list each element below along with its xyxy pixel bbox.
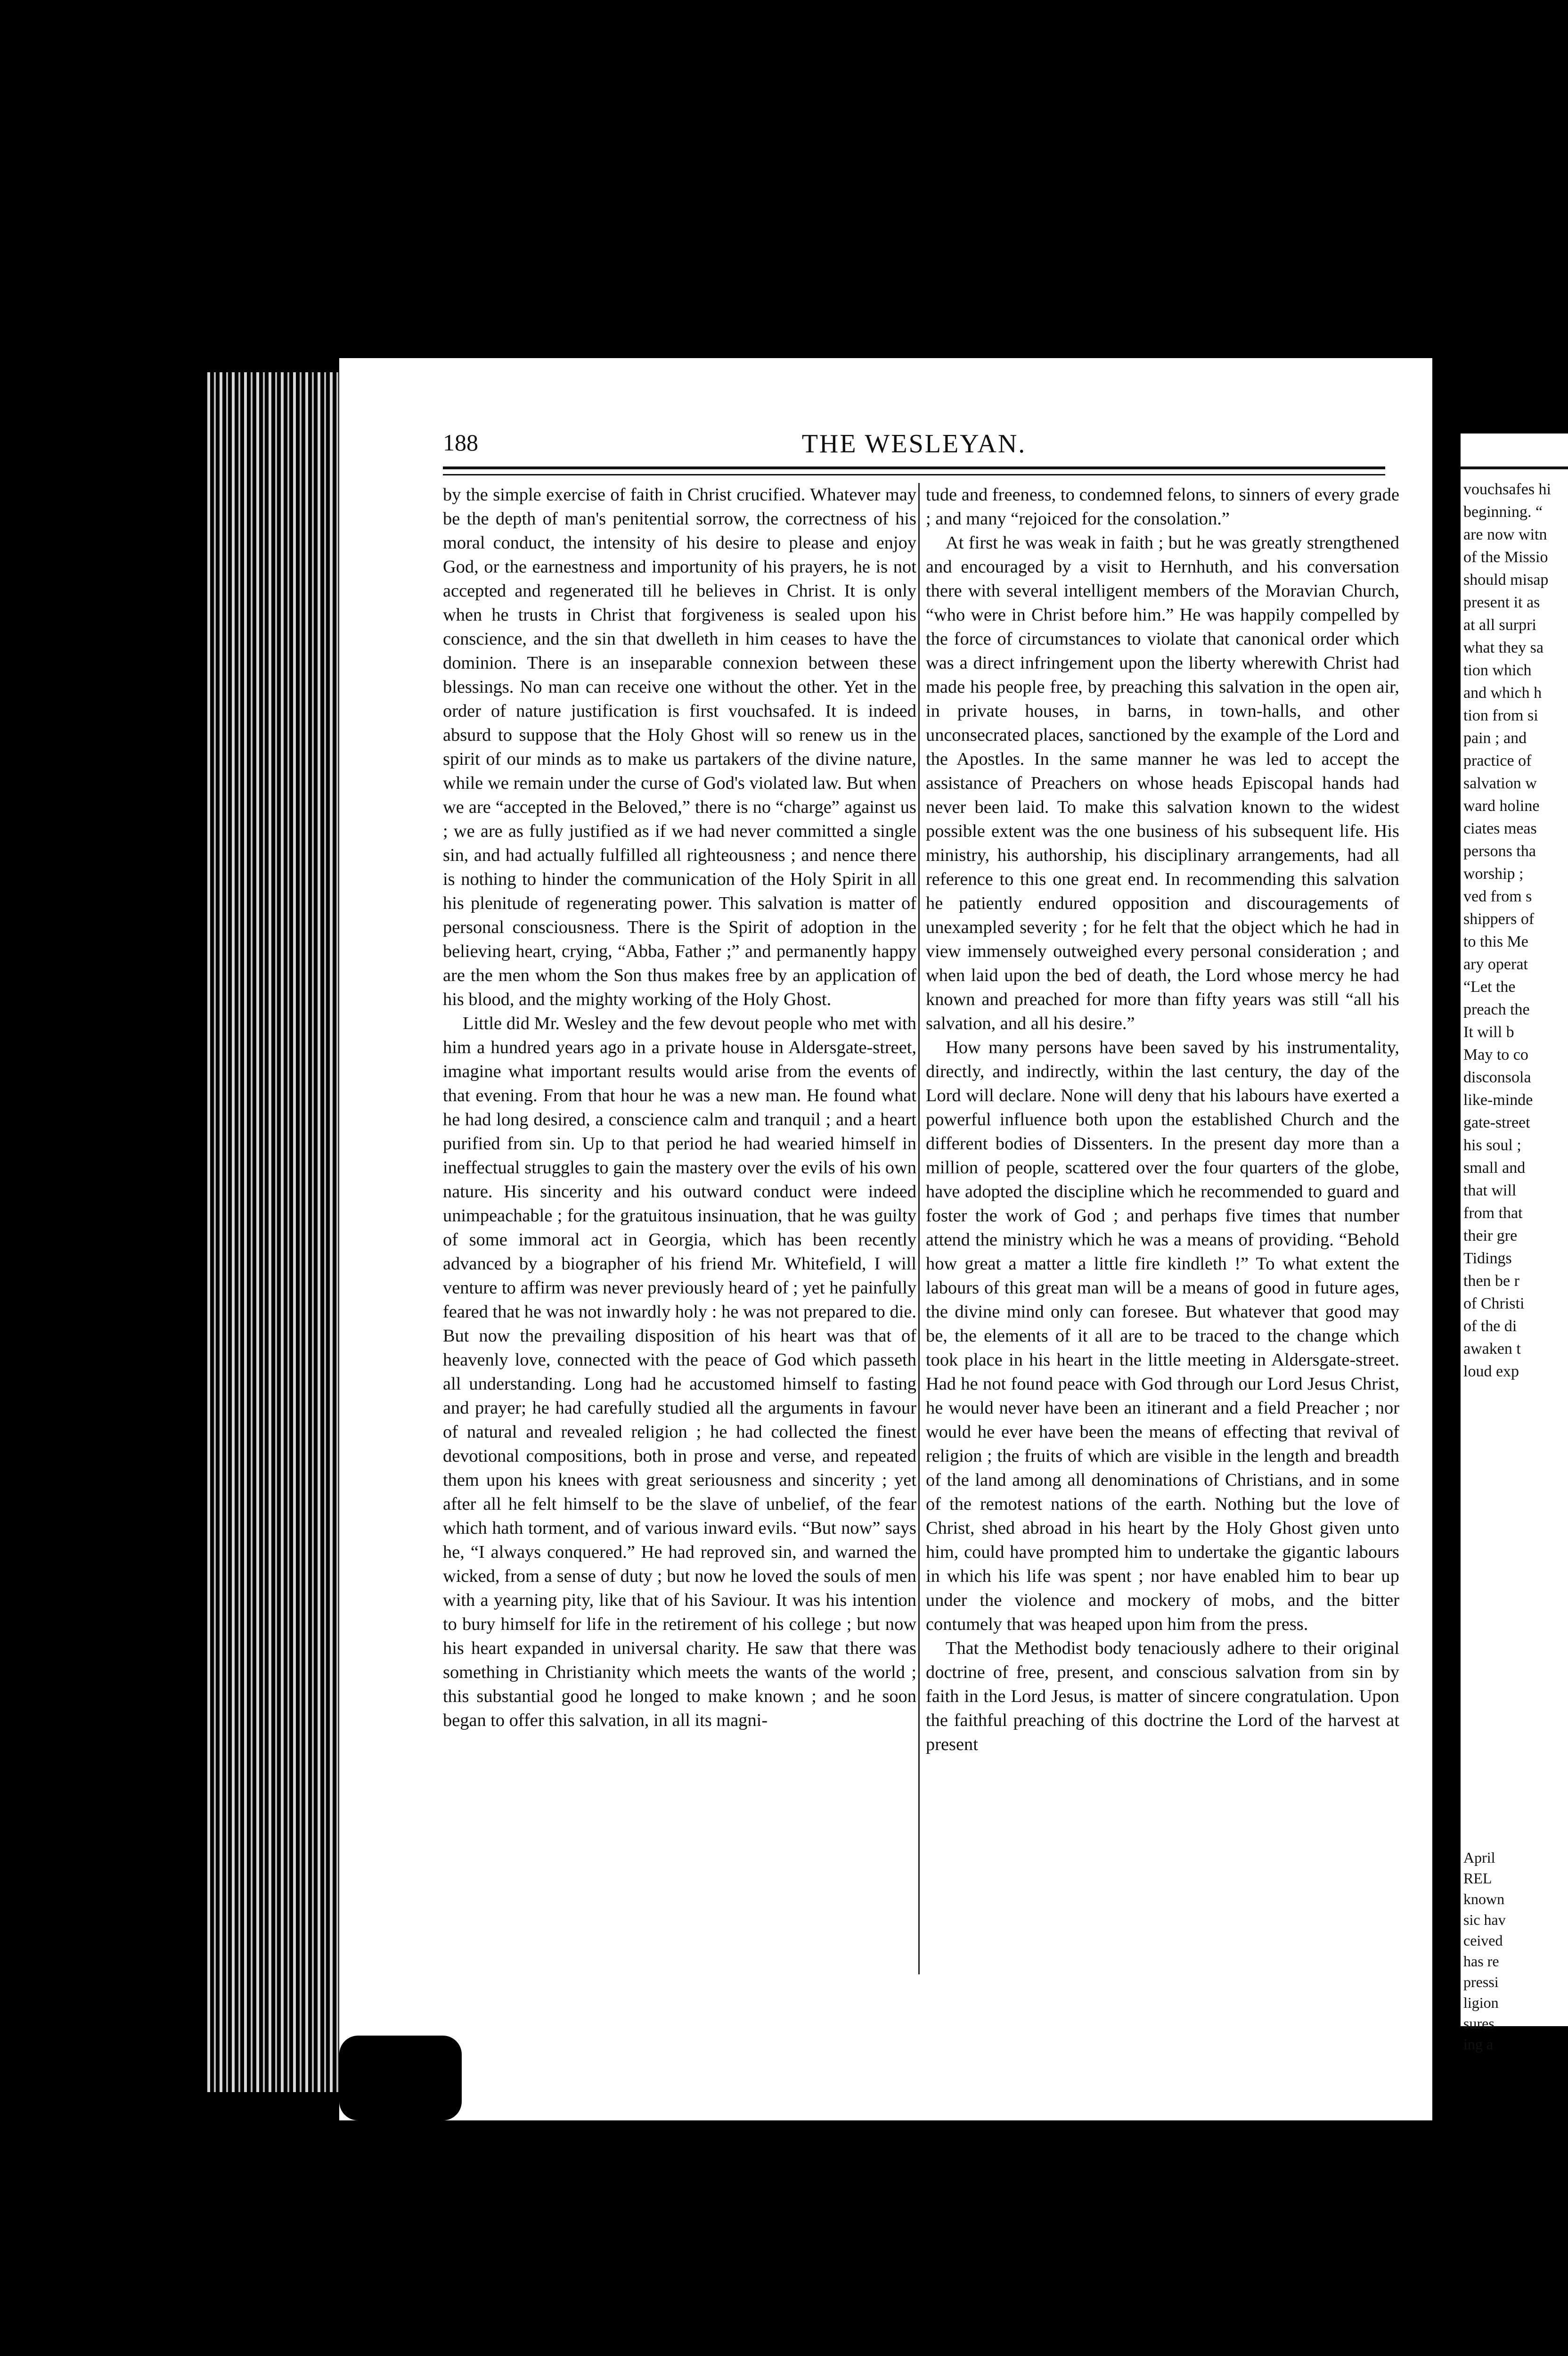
paragraph: That the Methodist body tenaciously adhere to their original doctrine of free, present, and conscious salvation from sin by faith in the Lord Jesus, is matter of sincere congratulation. Upon the faithful preaching of this doctrine the Lord of the harvest at present	[926, 1638, 1399, 1754]
header-rule-thin	[443, 474, 1385, 475]
neighbor-line: their gre	[1463, 1227, 1518, 1244]
neighbor-line: his soul ;	[1463, 1137, 1521, 1154]
right-column	[926, 483, 1399, 1757]
book-page	[339, 358, 1432, 2120]
neighbor-line: tion from si	[1463, 707, 1538, 724]
neighbor-line: small and	[1463, 1159, 1526, 1177]
neighbor-line: ciates meas	[1463, 820, 1537, 837]
neighbor-line: tion which	[1463, 662, 1532, 679]
neighbor-line: like-minde	[1463, 1091, 1533, 1109]
neighbor-line: ward holine	[1463, 797, 1540, 815]
running-header	[443, 429, 1385, 462]
page-number: 188	[443, 429, 478, 456]
neighbor-header-rule	[1461, 466, 1568, 469]
neighbor-line: practice of	[1463, 752, 1532, 769]
neighbor-line: of the di	[1463, 1317, 1517, 1335]
neighbor-line: known	[1463, 1890, 1505, 1907]
neighbor-lower-text	[1463, 1847, 1568, 2054]
neighbor-line: salvation w	[1463, 775, 1537, 792]
neighbor-line: REL	[1463, 1870, 1492, 1887]
paragraph: Little did Mr. Wesley and the few devout people who met with him a hundred years ago in a private house in Aldersgate-street, imagine what important results would arise from the events of that evening. From that hour he was a new man. He found what he had long desired, a conscience calm and tranquil ; and a heart purified from sin. Up to that period he had wearied himself in ineffectual struggles to gain the mastery over the evils of his own nature. His sincerity and his outward conduct were indeed unimpeachable ; for the gratuitous insinuation, that he was guilty of some immoral act in Georgia, which has been recently advanced by a biographer of his friend Mr. Whitefield, I will venture to affirm was never previously heard of ; yet he painfully feared that he was not inwardly holy : he was not prepared to die. But now the prevailing disposition of his heart was that of heavenly love, connected with the peace of God which passeth all understanding. Long had he accustomed himself to fasting and prayer; he had carefully studied all the arguments in favour of natural and revealed religion ; he had collected the finest devotional compositions, both in prose and verse, and repeated them upon his knees with great seriousness and sincerity ; yet after all he felt himself to be the slave of unbelief, of the fear which hath torment, and of various inward evils. “But now” says he, “I always conquered.” He had reproved sin, and warned the wicked, from a sense of duty ; but now he loved the souls of men with a yearning pity, like that of his Saviour. It was his intention to bury himself for life in the retirement of his college ; but now his heart expanded in universal charity. He saw that there was something in Christianity which meets the wants of the world ; this substantial good he longed to make known ; and he soon began to offer this salvation, in all its magni-	[443, 1014, 916, 1730]
neighbor-line: awaken t	[1463, 1340, 1521, 1358]
paragraph: At first he was weak in faith ; but he was greatly strengthened and encouraged by a visit to Hernhuth, and his conversation there with several intelligent members of the Moravian Church, “who were in Christ before him.” He was happily compelled by the force of circumstances to violate that canonical order which was a direct infringement upon the liberty wherewith Christ had made his people free, by preaching this salvation in the open air, in private houses, in barns, in town-halls, and other unconsecrated places, sanctioned by the example of the Lord and the Apostles. In the same manner he was led to accept the assistance of Preachers on whose heads Episcopal hands had never been laid. To make this salvation known to the widest possible extent was the one business of his subsequent life. His ministry, his authorship, his disciplinary arrangements, had all reference to this one great end. In recommending this salvation he patiently endured opposition and discouragements of unexampled severity ; for he felt that the object which he had in view immensely outweighed every personal consideration ; and when laid upon the bed of death, the Lord whose mercy he had known and preached for more than fifty years was still “all his salvation, and all his desire.”	[926, 533, 1399, 1033]
neighbor-line: ceived	[1463, 1932, 1503, 1949]
neighbor-line: from that	[1463, 1204, 1523, 1222]
paragraph: How many persons have been saved by his instrumentality, directly, and indirectly, within the last century, the day of the Lord will declare. None will deny that his labours have exerted a powerful influence both upon the established Church and the different bodies of Dissenters. In the present day more than a million of people, scattered over the four quarters of the globe, have adopted the discipline which he recommended to guard and foster the work of God ; and perhaps five times that number attend the ministry which he was a means of providing. “Behold how great a matter a little fire kindleth !” To what extent the labours of this great man will be a means of good in future ages, the divine mind only can foresee. But whatever that good may be, the elements of it all are to be traced to the change which took place in his heart in the little meeting in Aldersgate-street. Had he not found peace with God through our Lord Jesus Christ, he would never have been an itinerant and a field Preacher ; nor would he ever have been the means of effecting that revival of religion ; the fruits of which are visible in the length and breadth of the land among all denominations of Christians, and in some of the remotest nations of the earth. Nothing but the love of Christ, shed abroad in his heart by the Holy Ghost given unto him, could have prompted him to undertake the gigantic labours in which his life was spent ; nor have enabled him to bear up under the violence and mockery of mobs, and the bitter contumely that was heaped upon him from the press.	[926, 1038, 1399, 1634]
neighbor-line: Tidings	[1463, 1250, 1512, 1267]
neighbor-line: pain ; and	[1463, 729, 1527, 747]
neighbor-line: sures	[1463, 2015, 1494, 2032]
paragraph: tude and freeness, to condemned felons, to sinners of every grade ; and many “rejoiced for the consolation.”	[926, 485, 1399, 529]
neighbor-line: worship ;	[1463, 865, 1524, 883]
neighbor-line: ing a	[1463, 2036, 1494, 2053]
neighbor-line: ary operat	[1463, 956, 1528, 973]
journal-title: THE WESLEYAN.	[801, 429, 1027, 458]
neighbor-line: vouchsafes hi	[1463, 481, 1552, 498]
neighbor-line: sic hav	[1463, 1911, 1506, 1928]
scan-shadow	[339, 2036, 462, 2120]
neighbor-line: It will b	[1463, 1023, 1514, 1041]
neighbor-line: present it as	[1463, 594, 1540, 611]
neighbor-line: “Let the	[1463, 978, 1516, 996]
neighbor-line: gate-street	[1463, 1114, 1530, 1131]
left-column	[443, 483, 916, 1733]
neighbor-line: should misap	[1463, 571, 1549, 589]
book-page-edges	[207, 372, 344, 2092]
neighbor-line: at all surpri	[1463, 616, 1536, 634]
neighbor-line: then be r	[1463, 1272, 1519, 1290]
neighbor-line: of Christi	[1463, 1295, 1525, 1312]
neighbor-line: persons tha	[1463, 843, 1536, 860]
header-rule	[443, 466, 1385, 469]
neighbor-line: of the Missio	[1463, 548, 1548, 566]
neighbor-line: and which h	[1463, 684, 1542, 702]
neighbor-line: April	[1463, 1849, 1495, 1866]
neighbor-line: that will	[1463, 1182, 1517, 1199]
neighbor-line: what they sa	[1463, 639, 1544, 656]
neighbor-line: ved from s	[1463, 888, 1532, 905]
neighbor-line: preach the	[1463, 1001, 1530, 1018]
neighbor-line: loud exp	[1463, 1363, 1519, 1380]
neighbor-line: pressi	[1463, 1973, 1499, 1990]
neighbor-line: shippers of	[1463, 910, 1535, 928]
neighbor-text	[1463, 478, 1568, 1383]
neighbor-line: beginning. “	[1463, 503, 1543, 521]
neighbor-line: are now witn	[1463, 526, 1547, 543]
neighbor-line: has re	[1463, 1953, 1499, 1970]
neighbor-line: to this Me	[1463, 933, 1528, 950]
neighbor-line: disconsola	[1463, 1069, 1531, 1086]
column-divider	[918, 483, 920, 1974]
paragraph: by the simple exercise of faith in Christ crucified. Whatever may be the depth of man's penitential sorrow, the correctness of his moral conduct, the intensity of his desire to please and enjoy God, or the earnestness and importunity of his prayers, he is not accepted and regenerated till he believes in Christ. It is only when he trusts in Christ that forgiveness is sealed upon his conscience, and the sin that dwelleth in him ceases to have the dominion. There is an inseparable connexion between these blessings. No man can receive one without the other. Yet in the order of nature justification is first vouchsafed. It is indeed absurd to suppose that the Holy Ghost will so renew us in the spirit of our minds as to make us partakers of the divine nature, while we remain under the curse of God's violated law. But when we are “accepted in the Beloved,” there is no “charge” against us ; we are as fully justified as if we had never committed a single sin, and had actually fulfilled all righteousness ; and nence there is nothing to hinder the communication of the Holy Spirit in all his plenitude of regenerating power. This salvation is matter of personal consciousness. There is the Spirit of adoption in the believing heart, crying, “Abba, Father ;” and permanently happy are the men whom the Son thus makes free by an application of his blood, and the mighty working of the Holy Ghost.	[443, 485, 916, 1009]
neighbor-line: May to co	[1463, 1046, 1528, 1063]
neighbor-line: ligion	[1463, 1994, 1499, 2011]
neighbor-page-fragment	[1461, 434, 1568, 2053]
